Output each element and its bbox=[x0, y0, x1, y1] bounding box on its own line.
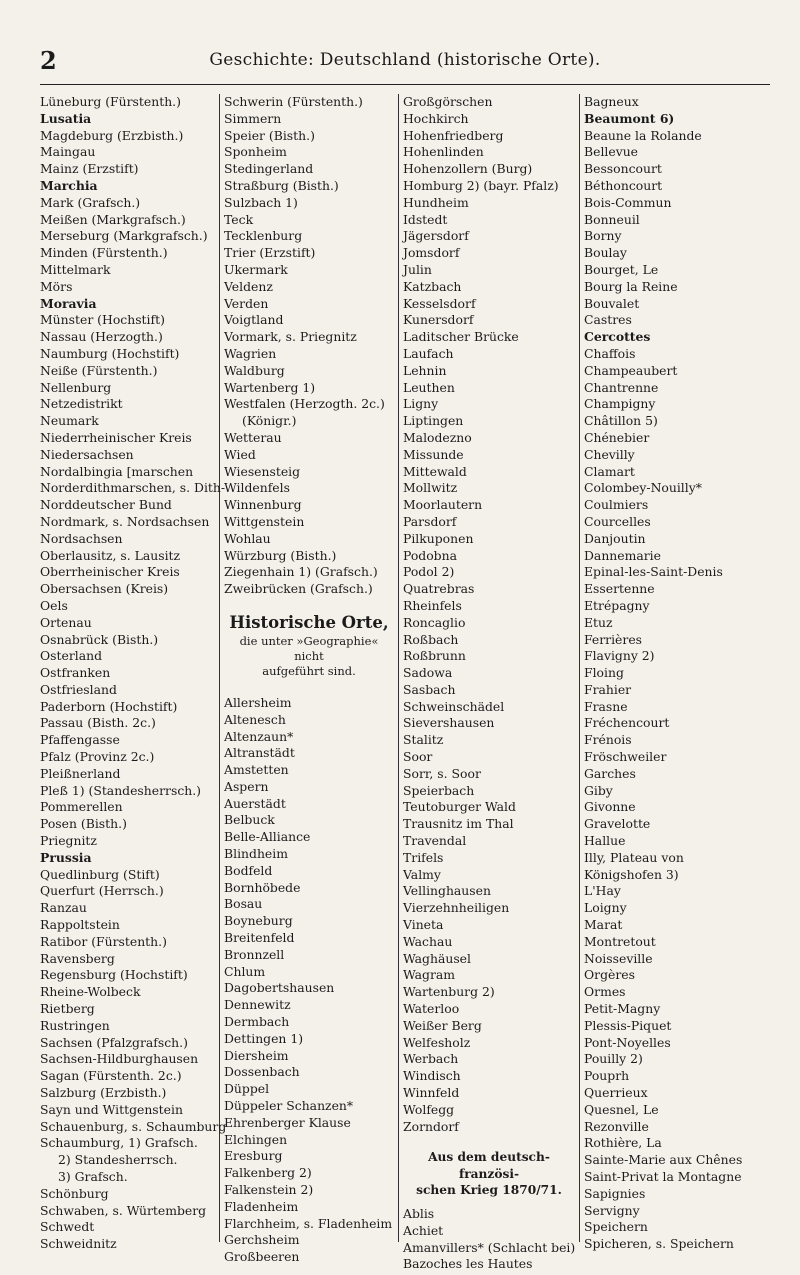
index-entry: Ortenau bbox=[40, 614, 92, 630]
index-entry: Chlum bbox=[224, 963, 266, 979]
index-entry: Chevilly bbox=[584, 446, 635, 462]
index-entry: Trier (Erzstift) bbox=[224, 245, 316, 261]
index-entry: Roncaglio bbox=[403, 614, 466, 630]
index-entry: Champigny bbox=[584, 396, 656, 412]
index-entry: Beaune la Rolande bbox=[584, 127, 702, 143]
index-entry: Katzbach bbox=[403, 278, 462, 294]
index-entry: Vormark, s. Priegnitz bbox=[224, 329, 357, 345]
index-entry: Servigny bbox=[584, 1202, 640, 1218]
index-entry: Idstedt bbox=[403, 211, 448, 227]
index-entry: Niederrheinischer Kreis bbox=[40, 429, 192, 445]
index-entry: Eresburg bbox=[224, 1148, 283, 1164]
index-entry: L'Hay bbox=[584, 883, 621, 899]
index-entry: Colombey-Nouilly* bbox=[584, 480, 702, 496]
index-entry: Ablis bbox=[403, 1205, 435, 1221]
index-entry: Magdeburg (Erzbisth.) bbox=[40, 127, 184, 143]
index-entry: Mollwitz bbox=[403, 480, 458, 496]
index-entry: Nordsachsen bbox=[40, 530, 123, 546]
index-entry: Hochkirch bbox=[403, 110, 469, 126]
index-entry: Auerstädt bbox=[224, 795, 286, 811]
index-entry: Sievershausen bbox=[403, 715, 495, 731]
index-entry: Oberrheinischer Kreis bbox=[40, 564, 180, 580]
index-entry: Leuthen bbox=[403, 379, 455, 395]
section-krieg-1870 bbox=[403, 1149, 575, 1199]
index-entry: Weißer Berg bbox=[403, 1017, 482, 1033]
index-entry: Rustringen bbox=[40, 1017, 110, 1033]
index-entry: Schwerin (Fürstenth.) bbox=[224, 94, 363, 109]
index-entry: Rappoltstein bbox=[40, 917, 120, 933]
index-entry: Tecklenburg bbox=[224, 228, 303, 244]
index-entry: Danjoutin bbox=[584, 530, 646, 546]
section-title-line: schen Krieg 1870/71. bbox=[416, 1183, 562, 1198]
index-entry: Flavigny 2) bbox=[584, 648, 655, 664]
index-entry: Giby bbox=[584, 782, 613, 798]
index-entry: Querfurt (Herrsch.) bbox=[40, 883, 164, 899]
index-entry: Hundheim bbox=[403, 194, 469, 210]
index-entry: Achiet bbox=[403, 1222, 444, 1238]
index-entry: (Königr.) bbox=[242, 413, 297, 429]
index-entry: Missunde bbox=[403, 446, 464, 462]
index-entry: Pouilly 2) bbox=[584, 1051, 643, 1067]
index-entry: Garches bbox=[584, 765, 636, 781]
index-entry: Parsdorf bbox=[403, 513, 457, 529]
index-entry: Mainz (Erzstift) bbox=[40, 161, 139, 177]
index-entry: Straßburg (Bisth.) bbox=[224, 177, 339, 193]
column-divider bbox=[398, 94, 399, 1242]
index-entry: Dossenbach bbox=[224, 1064, 300, 1080]
index-entry: Schönburg bbox=[40, 1185, 109, 1201]
index-entry: Saint-Privat la Montagne bbox=[584, 1169, 742, 1184]
index-entry: Ferrières bbox=[584, 631, 643, 647]
index-entry: Oels bbox=[40, 597, 68, 613]
index-entry: Osnabrück (Bisth.) bbox=[40, 631, 159, 647]
index-entry: Wachau bbox=[403, 933, 453, 949]
index-entry: Bellevue bbox=[584, 144, 639, 160]
index-entry: Trifels bbox=[403, 849, 444, 865]
index-entry: Amanvillers* (Schlacht bei) bbox=[403, 1239, 576, 1255]
index-entry: Flarchheim, s. Fladenheim bbox=[224, 1215, 393, 1231]
index-entry: Chénebier bbox=[584, 429, 650, 445]
index-entry: Stedingerland bbox=[224, 161, 314, 177]
index-entry: Wetterau bbox=[224, 429, 282, 445]
index-entry: Aspern bbox=[224, 778, 269, 794]
index-entry: Floing bbox=[584, 665, 624, 681]
index-entry: Stalitz bbox=[403, 732, 444, 748]
index-entry: Ziegenhain 1) (Grafsch.) bbox=[224, 564, 378, 580]
index-entry: Altenzaun* bbox=[224, 728, 294, 744]
index-entry: Quedlinburg (Stift) bbox=[40, 866, 160, 882]
index-entry: Pfaffengasse bbox=[40, 732, 120, 748]
index-entry: Voigtland bbox=[224, 312, 284, 328]
index-entry: Quatrebras bbox=[403, 581, 475, 597]
index-entry: Schauenburg, s. Schaumburg bbox=[40, 1118, 227, 1134]
index-entry: Bourget, Le bbox=[584, 261, 659, 277]
index-entry: Münster (Hochstift) bbox=[40, 312, 165, 328]
index-entry: Bornhöbede bbox=[224, 879, 301, 895]
index-entry: Simmern bbox=[224, 110, 282, 126]
index-entry: Illy, Plateau von bbox=[584, 849, 684, 865]
index-entry: Roßbach bbox=[403, 631, 459, 647]
index-entry: Bois-Commun bbox=[584, 194, 672, 210]
index-entry: Laufach bbox=[403, 345, 454, 361]
index-entry: Plessis-Piquet bbox=[584, 1017, 672, 1033]
index-entry: Bonneuil bbox=[584, 211, 640, 227]
index-entry: Naumburg (Hochstift) bbox=[40, 345, 180, 361]
header-rule bbox=[40, 84, 770, 85]
index-entry: Ostfranken bbox=[40, 665, 111, 681]
column-3 bbox=[403, 94, 576, 1272]
index-entry: Norderdithmarschen, s. Dith- bbox=[40, 480, 226, 496]
index-entry: Schwedt bbox=[40, 1219, 95, 1235]
index-entry: Bourg la Reine bbox=[584, 278, 678, 294]
index-entry: Wied bbox=[224, 446, 256, 462]
section-subtitle-line: aufgeführt sind. bbox=[262, 663, 356, 678]
index-entry: Zorndorf bbox=[403, 1118, 459, 1134]
index-entry: Teck bbox=[224, 211, 254, 227]
index-entry: Schweinschädel bbox=[403, 698, 505, 714]
index-entry: Frahier bbox=[584, 681, 632, 697]
index-entry: Düppeler Schanzen* bbox=[224, 1098, 354, 1114]
index-entry: Ranzau bbox=[40, 900, 87, 916]
index-entry: Osterland bbox=[40, 648, 103, 664]
index-entry: Allersheim bbox=[224, 694, 292, 710]
index-entry: Priegnitz bbox=[40, 833, 97, 849]
index-entry: Orgères bbox=[584, 967, 635, 983]
index-entry: Champeaubert bbox=[584, 362, 678, 378]
index-entry: Pommerellen bbox=[40, 799, 123, 815]
index-entry: Ravensberg bbox=[40, 950, 115, 966]
index-entry: Niedersachsen bbox=[40, 446, 134, 462]
index-entry: Würzburg (Bisth.) bbox=[224, 547, 337, 563]
index-entry: Sponheim bbox=[224, 144, 287, 160]
index-entry: Schweidnitz bbox=[40, 1236, 117, 1252]
index-entry: Minden (Fürstenth.) bbox=[40, 245, 168, 261]
index-entry: Pilkuponen bbox=[403, 530, 474, 546]
index-entry: Querrieux bbox=[584, 1085, 648, 1101]
index-entry: Givonne bbox=[584, 799, 636, 815]
index-entry: Travendal bbox=[403, 833, 467, 849]
index-entry: Zweibrücken (Grafsch.) bbox=[224, 581, 373, 597]
index-entry: Belbuck bbox=[224, 812, 275, 828]
index-entry: Frasne bbox=[584, 698, 628, 714]
index-entry: Malodezno bbox=[403, 429, 472, 445]
index-entry: Pleß 1) (Standesherrsch.) bbox=[40, 782, 202, 798]
index-entry: Kunersdorf bbox=[403, 312, 474, 328]
index-entry: Hohenfriedberg bbox=[403, 127, 504, 143]
index-entry: Soor bbox=[403, 749, 433, 765]
index-entry: Bosau bbox=[224, 896, 263, 912]
index-entry: Homburg 2) (bayr. Pfalz) bbox=[403, 177, 559, 193]
index-entry: Dennewitz bbox=[224, 997, 291, 1013]
index-entry: Bessoncourt bbox=[584, 161, 662, 177]
index-entry: Sasbach bbox=[403, 681, 456, 697]
index-entry: Sainte-Marie aux Chênes bbox=[584, 1152, 743, 1168]
index-entry: Norddeutscher Bund bbox=[40, 497, 172, 513]
index-entry: Altenesch bbox=[224, 711, 286, 727]
index-entry: Netzedistrikt bbox=[40, 396, 123, 412]
index-entry: Pleißnerland bbox=[40, 765, 121, 781]
index-entry: Prussia bbox=[40, 849, 92, 865]
index-entry: Meißen (Markgrafsch.) bbox=[40, 211, 186, 227]
index-entry: Coulmiers bbox=[584, 497, 649, 513]
index-entry: Wildenfels bbox=[224, 480, 290, 496]
index-entry: Wolfegg bbox=[403, 1101, 455, 1117]
index-entry: Nordmark, s. Nordsachsen bbox=[40, 513, 210, 529]
page-header bbox=[40, 44, 770, 84]
index-entry: Epinal-les-Saint-Denis bbox=[584, 564, 723, 580]
index-entry: Roßbrunn bbox=[403, 648, 466, 664]
index-entry: Dettingen 1) bbox=[224, 1030, 304, 1046]
index-entry: Béthoncourt bbox=[584, 177, 663, 193]
index-entry: Wittgenstein bbox=[224, 513, 305, 529]
index-entry: Podol 2) bbox=[403, 564, 455, 580]
index-entry: Wiesensteig bbox=[224, 463, 301, 479]
index-entry: Sapignies bbox=[584, 1185, 646, 1201]
index-entry: Ehrenberger Klause bbox=[224, 1114, 351, 1130]
index-entry: Elchingen bbox=[224, 1131, 288, 1147]
index-entry: Rothière, La bbox=[584, 1135, 662, 1151]
running-title: Geschichte: Deutschland (historische Orte). bbox=[209, 50, 601, 70]
index-entry: Bagneux bbox=[584, 94, 639, 109]
index-entry: Nassau (Herzogth.) bbox=[40, 329, 163, 345]
index-entry: Castres bbox=[584, 312, 632, 328]
section-title: Historische Orte, bbox=[229, 612, 389, 632]
index-entry: Hohenlinden bbox=[403, 144, 484, 160]
index-entry: Sachsen-Hildburghausen bbox=[40, 1051, 199, 1067]
index-entry: Maingau bbox=[40, 144, 96, 160]
index-entry: Ostfriesland bbox=[40, 681, 117, 697]
index-entry: Waterloo bbox=[403, 1001, 460, 1017]
index-entry: Rietberg bbox=[40, 1001, 95, 1017]
index-entry: Fröschweiler bbox=[584, 749, 667, 765]
index-entry: Bouvalet bbox=[584, 295, 640, 311]
index-entry: Fréchencourt bbox=[584, 715, 670, 731]
index-entry: Moravia bbox=[40, 295, 97, 311]
index-entry: Sadowa bbox=[403, 665, 453, 681]
index-entry: Bronnzell bbox=[224, 946, 285, 962]
index-entry: Schaumburg, 1) Grafsch. bbox=[40, 1135, 198, 1151]
index-entry: Clamart bbox=[584, 463, 635, 479]
index-entry: Verden bbox=[224, 295, 269, 311]
index-entry: Windisch bbox=[403, 1068, 461, 1084]
section-subtitle-line: die unter »Geographie« nicht bbox=[239, 633, 379, 663]
index-entry: Laditscher Brücke bbox=[403, 329, 519, 345]
index-entry: Waghäusel bbox=[403, 950, 471, 966]
index-entry: Etuz bbox=[584, 614, 613, 630]
index-entry: Altranstädt bbox=[224, 745, 295, 761]
index-entry: Sorr, s. Soor bbox=[403, 765, 481, 781]
index-entry: Hohenzollern (Burg) bbox=[403, 161, 533, 177]
index-entry: Frénois bbox=[584, 732, 632, 748]
index-entry: Neiße (Fürstenth.) bbox=[40, 362, 158, 378]
index-entry: Nordalbingia [marschen bbox=[40, 463, 194, 479]
index-entry: Etrépagny bbox=[584, 597, 650, 613]
column-2 bbox=[224, 94, 394, 1265]
index-entry: Dagobertshausen bbox=[224, 980, 335, 996]
index-entry: Westfalen (Herzogth. 2c.) bbox=[224, 396, 385, 412]
index-entry: Podobna bbox=[403, 547, 457, 563]
index-entry: Nellenburg bbox=[40, 379, 112, 395]
index-entry: Königshofen 3) bbox=[584, 866, 679, 882]
index-entry: Lehnin bbox=[403, 362, 447, 378]
index-entry: Werbach bbox=[403, 1051, 459, 1067]
index-entry: Vellinghausen bbox=[403, 883, 491, 899]
index-entry: Rheine-Wolbeck bbox=[40, 984, 141, 1000]
index-entry: Amstetten bbox=[224, 762, 289, 778]
index-entry: Moorlautern bbox=[403, 497, 483, 513]
index-entry: Welfesholz bbox=[403, 1034, 471, 1050]
section-subtitle bbox=[224, 634, 394, 679]
index-entry: Belle-Alliance bbox=[224, 829, 311, 845]
index-entry: Teutoburger Wald bbox=[403, 799, 516, 815]
index-entry: Schwaben, s. Würtemberg bbox=[40, 1202, 207, 1218]
index-entry: Beaumont 6) bbox=[584, 110, 675, 126]
index-entry: Sagan (Fürstenth. 2c.) bbox=[40, 1068, 182, 1084]
index-entry: Rezonville bbox=[584, 1118, 649, 1134]
column-divider bbox=[219, 94, 220, 1242]
page-number: 2 bbox=[40, 46, 57, 75]
index-entry: Dannemarie bbox=[584, 547, 661, 563]
index-entry: Waldburg bbox=[224, 362, 285, 378]
index-entry: Bodfeld bbox=[224, 862, 273, 878]
index-entry: Courcelles bbox=[584, 513, 651, 529]
index-entry: Sachsen (Pfalzgrafsch.) bbox=[40, 1034, 188, 1050]
index-entry: Noisseville bbox=[584, 950, 653, 966]
index-entry: Borny bbox=[584, 228, 622, 244]
index-entry: Chaffois bbox=[584, 345, 636, 361]
index-entry: Vierzehnheiligen bbox=[403, 900, 510, 916]
index-entry: 2) Standesherrsch. bbox=[58, 1152, 178, 1168]
index-entry: Rheinfels bbox=[403, 597, 462, 613]
index-entry: Chantrenne bbox=[584, 379, 659, 395]
index-entry: 3) Grafsch. bbox=[58, 1169, 128, 1184]
column-divider bbox=[579, 94, 580, 1242]
index-entry: Jomsdorf bbox=[403, 245, 460, 261]
index-entry: Lüneburg (Fürstenth.) bbox=[40, 94, 181, 109]
index-entry: Petit-Magny bbox=[584, 1001, 661, 1017]
index-entry: Pont-Noyelles bbox=[584, 1034, 671, 1050]
index-entry: Ukermark bbox=[224, 261, 288, 277]
index-entry: Wartenburg 2) bbox=[403, 984, 495, 1000]
index-entry: Mark (Grafsch.) bbox=[40, 194, 141, 210]
index-entry: Jägersdorf bbox=[403, 228, 469, 244]
index-entry: Düppel bbox=[224, 1081, 270, 1097]
index-entry: Winnenburg bbox=[224, 497, 302, 513]
index-entry: Mittewald bbox=[403, 463, 467, 479]
index-entry: Montretout bbox=[584, 933, 656, 949]
column-4 bbox=[584, 94, 774, 1252]
column-1 bbox=[40, 94, 227, 1252]
index-entry: Quesnel, Le bbox=[584, 1101, 659, 1117]
index-entry: Diersheim bbox=[224, 1047, 289, 1063]
index-entry: Großgörschen bbox=[403, 94, 493, 109]
index-entry: Winnfeld bbox=[403, 1085, 460, 1101]
index-entry: Vineta bbox=[403, 917, 444, 933]
index-entry: Loigny bbox=[584, 900, 627, 916]
index-entry: Marchia bbox=[40, 177, 98, 193]
index-entry: Boulay bbox=[584, 245, 627, 261]
index-entry: Wagrien bbox=[224, 345, 277, 361]
index-entry: Pouprh bbox=[584, 1068, 630, 1084]
index-entry: Marat bbox=[584, 917, 623, 933]
index-entry: Posen (Bisth.) bbox=[40, 816, 127, 832]
index-entry: Gerchsheim bbox=[224, 1232, 300, 1248]
index-entry: Großbeeren bbox=[224, 1249, 300, 1265]
index-entry: Trausnitz im Thal bbox=[403, 816, 514, 832]
index-entry: Wagram bbox=[403, 967, 456, 983]
index-entry: Dermbach bbox=[224, 1014, 290, 1030]
index-entry: Falkenberg 2) bbox=[224, 1165, 312, 1181]
index-entry: Oberlausitz, s. Lausitz bbox=[40, 547, 181, 563]
index-entry: Sayn und Wittgenstein bbox=[40, 1101, 183, 1117]
index-entry: Mörs bbox=[40, 278, 73, 294]
index-entry: Boyneburg bbox=[224, 913, 293, 929]
index-entry: Gravelotte bbox=[584, 816, 651, 832]
section-historische-orte bbox=[224, 612, 394, 679]
index-entry: Paderborn (Hochstift) bbox=[40, 698, 178, 714]
index-entry: Merseburg (Markgrafsch.) bbox=[40, 228, 208, 244]
index-entry: Châtillon 5) bbox=[584, 413, 658, 429]
index-entry: Speier (Bisth.) bbox=[224, 127, 315, 143]
index-entry: Pfalz (Provinz 2c.) bbox=[40, 749, 155, 765]
index-entry: Salzburg (Erzbisth.) bbox=[40, 1085, 167, 1101]
index-entry: Spicheren, s. Speichern bbox=[584, 1236, 734, 1252]
index-entry: Speichern bbox=[584, 1219, 648, 1235]
index-entry: Falkenstein 2) bbox=[224, 1182, 314, 1198]
index-entry: Neumark bbox=[40, 413, 99, 429]
index-entry: Valmy bbox=[403, 866, 441, 882]
index-entry: Mittelmark bbox=[40, 261, 111, 277]
index-entry: Liptingen bbox=[403, 413, 464, 429]
index-entry: Lusatia bbox=[40, 110, 92, 126]
index-entry: Ormes bbox=[584, 984, 626, 1000]
index-entry: Wohlau bbox=[224, 530, 271, 546]
index-entry: Cercottes bbox=[584, 329, 651, 345]
index-entry: Kesselsdorf bbox=[403, 295, 476, 311]
index-entry: Bazoches les Hautes bbox=[403, 1256, 533, 1272]
index-entry: Wartenberg 1) bbox=[224, 379, 316, 395]
index-entry: Hallue bbox=[584, 833, 626, 849]
section-title-line: Aus dem deutsch-französi- bbox=[428, 1150, 550, 1181]
index-entry: Veldenz bbox=[224, 278, 273, 294]
index-entry: Essertenne bbox=[584, 581, 655, 597]
index-entry: Ligny bbox=[403, 396, 439, 412]
index-entry: Blindheim bbox=[224, 846, 288, 862]
index-entry: Obersachsen (Kreis) bbox=[40, 581, 169, 597]
index-entry: Ratibor (Fürstenth.) bbox=[40, 933, 167, 949]
index-entry: Julin bbox=[403, 261, 432, 277]
index-entry: Fladenheim bbox=[224, 1198, 299, 1214]
index-entry: Sulzbach 1) bbox=[224, 194, 298, 210]
index-entry: Speierbach bbox=[403, 782, 475, 798]
index-entry: Regensburg (Hochstift) bbox=[40, 967, 188, 983]
index-entry: Passau (Bisth. 2c.) bbox=[40, 715, 156, 731]
index-entry: Breitenfeld bbox=[224, 930, 295, 946]
